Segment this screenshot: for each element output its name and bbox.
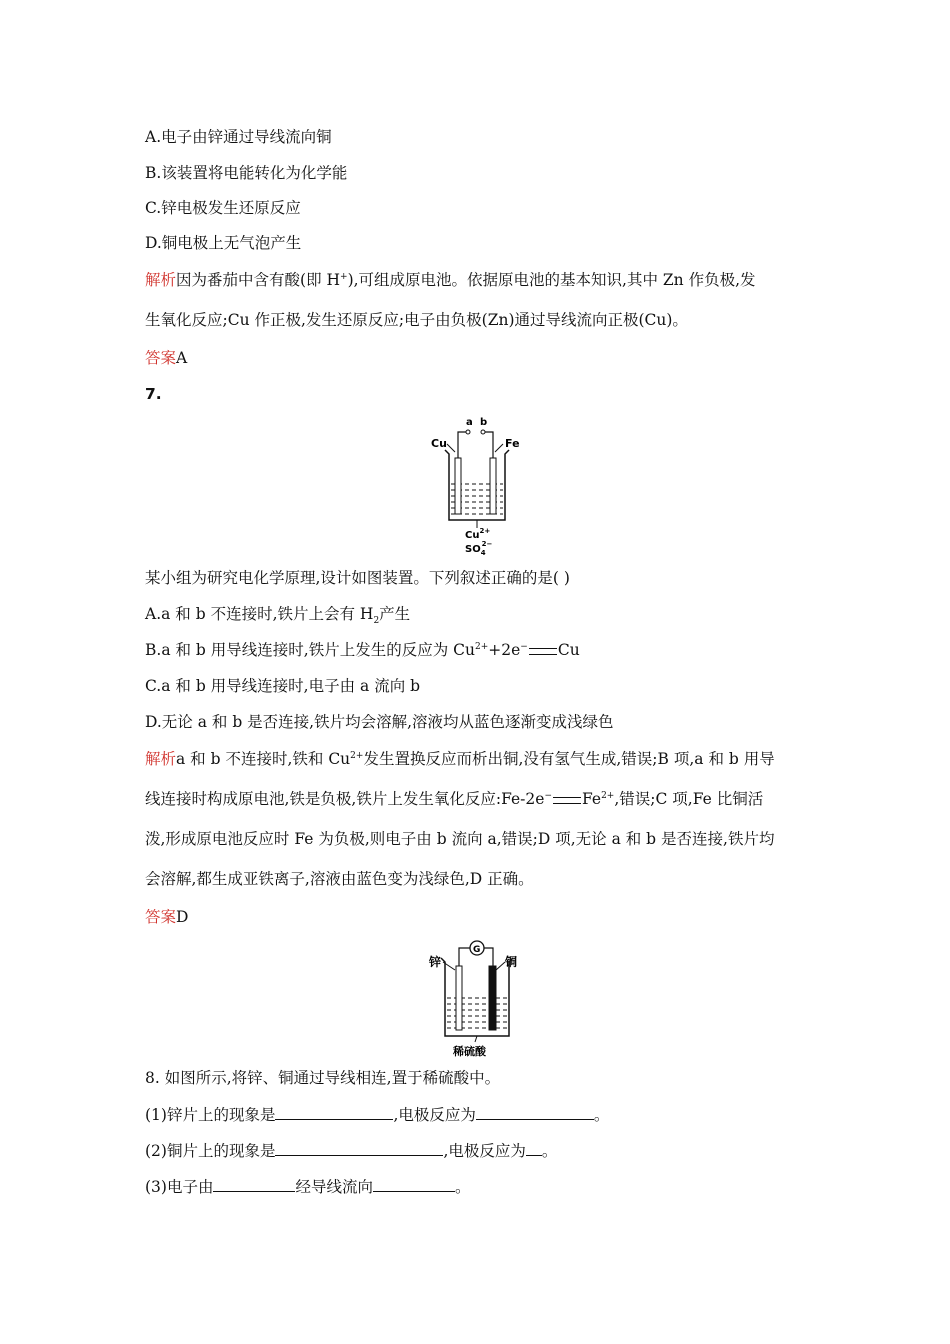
q6-analysis-line2: 生氧化反应;Cu 作正极,发生还原反应;电子由负极(Zn)通过导线流向正极(Cu)。 [145,311,688,329]
analysis-label: 解析 [145,271,177,289]
superscript: + [340,271,348,282]
electrode-left-label: Cu [431,437,447,450]
beaker [441,958,513,1036]
terminal-b [481,430,485,434]
q7-analysis-line3: 泼,形成原电池反应时 Fe 为负极,则电子由 b 流向 a,错误;D 项,无论 a 和 b 是否连接,铁片均 [145,830,775,848]
text-span: 。 [593,1106,610,1124]
ion-so4 [465,540,492,557]
answer-blank[interactable] [213,1177,295,1192]
text-span: (2)铜片上的现象是 [145,1142,276,1160]
pointer-left [447,444,455,452]
q6-analysis-line1 [145,270,756,290]
pointer-right [496,962,505,970]
text-span: 产生 [379,605,411,623]
answer-blank[interactable] [476,1105,594,1120]
pointer-right [495,444,503,452]
q7-stem: 某小组为研究电化学原理,设计如图装置。下列叙述正确的是( ) [145,569,570,587]
text-span: 。 [541,1142,558,1160]
text-span: 因为番茄中含有酸(即 H [176,271,341,289]
text-span: (3)电子由 [145,1178,214,1196]
q6-answer [145,348,187,368]
ion-so4-sub: 4 [480,549,486,557]
text-span: 。 [454,1178,471,1196]
q7-figure [425,412,535,557]
q6-option-d: D.铜电极上无气泡产生 [145,234,302,252]
text-span: ,电极反应为 [393,1106,476,1124]
text-span: A.a 和 b 不连接时,铁片上会有 H [145,605,374,623]
superscript: − [544,790,552,801]
q7-analysis-line4: 会溶解,都生成亚铁离子,溶液由蓝色变为浅绿色,D 正确。 [145,870,534,888]
ion-so4-symbol: SO [465,544,481,555]
q7-option-a [145,604,411,627]
text-span: (1)锌片上的现象是 [145,1106,276,1124]
terminal-b-label: b [480,417,488,428]
answer-blank[interactable] [275,1141,443,1156]
ion-cu-charge: 2+ [479,527,491,535]
q7-option-d: D.无论 a 和 b 是否连接,铁片均会溶解,溶液均从蓝色逐渐变成浅绿色 [145,713,614,731]
text-span: +2e [488,641,521,659]
superscript: 2+ [350,750,364,761]
superscript: 2+ [601,790,615,801]
q7-analysis-line1 [145,749,775,769]
q7-number: 7. [145,385,162,403]
superscript: − [520,641,528,652]
answer-label: 答案 [145,349,177,367]
q8-part3 [145,1177,471,1197]
text-span: 线连接时构成原电池,铁是负极,铁片上发生氧化反应:Fe-2e [145,790,545,808]
electrolyte-label: 稀硫酸 [453,1045,486,1058]
text-span: B.a 和 b 用导线连接时,铁片上发生的反应为 Cu [145,641,475,659]
galvanometer-label: G [473,945,481,955]
q8-part2 [145,1141,557,1161]
q7-analysis-line2 [145,789,763,809]
cu-electrode [455,458,461,514]
text-span: 经导线流向 [295,1178,373,1196]
copper-label: 铜 [505,955,518,969]
text-span: ,错误;C 项,Fe 比铜活 [614,790,764,808]
reaction-equals-sign [529,648,557,655]
text-span: ,电极反应为 [443,1142,526,1160]
analysis-label: 解析 [145,750,177,768]
text-span: 发生置换反应而析出铜,没有氢气生成,错误;B 项,a 和 b 用导 [363,750,775,768]
q6-option-a: A.电子由锌通过导线流向铜 [145,128,332,146]
zinc-electrode [456,966,462,1030]
q8-part1 [145,1105,609,1125]
electrolyte-pointer [475,1036,477,1042]
subscript: 2 [373,616,380,627]
wire-right [484,948,493,968]
zinc-label: 锌 [429,955,442,969]
wire-left [459,948,470,968]
q7-answer [145,907,188,927]
ion-so4-charge: 2− [481,540,493,548]
answer-blank[interactable] [373,1177,455,1192]
q6-option-c: C.锌电极发生还原反应 [145,199,301,217]
answer-blank[interactable] [275,1105,393,1120]
text-span: a 和 b 不连接时,铁和 Cu [176,750,351,768]
answer-value: A [176,349,188,367]
superscript: 2+ [474,641,489,652]
ion-cu-symbol: Cu [465,530,480,541]
q8-figure [425,938,530,1063]
fe-electrode [490,458,496,514]
ion-cu [465,527,490,541]
answer-value: D [176,908,189,926]
electrode-right-label: Fe [505,437,520,450]
copper-electrode [489,966,496,1030]
terminal-a-label: a [466,417,473,428]
q8-stem: 8. 如图所示,将锌、铜通过导线相连,置于稀硫酸中。 [145,1069,501,1087]
text-span: ),可组成原电池。依据原电池的基本知识,其中 Zn 作负极,发 [347,271,756,289]
answer-blank[interactable] [526,1141,542,1156]
q6-option-b: B.该装置将电能转化为化学能 [145,164,348,182]
q7-option-b [145,640,580,660]
text-span: Cu [557,641,580,659]
answer-label: 答案 [145,908,177,926]
reaction-equals-sign [553,797,581,804]
terminal-a [466,430,470,434]
q7-option-c: C.a 和 b 用导线连接时,电子由 a 流向 b [145,677,421,695]
text-span: Fe [581,790,602,808]
